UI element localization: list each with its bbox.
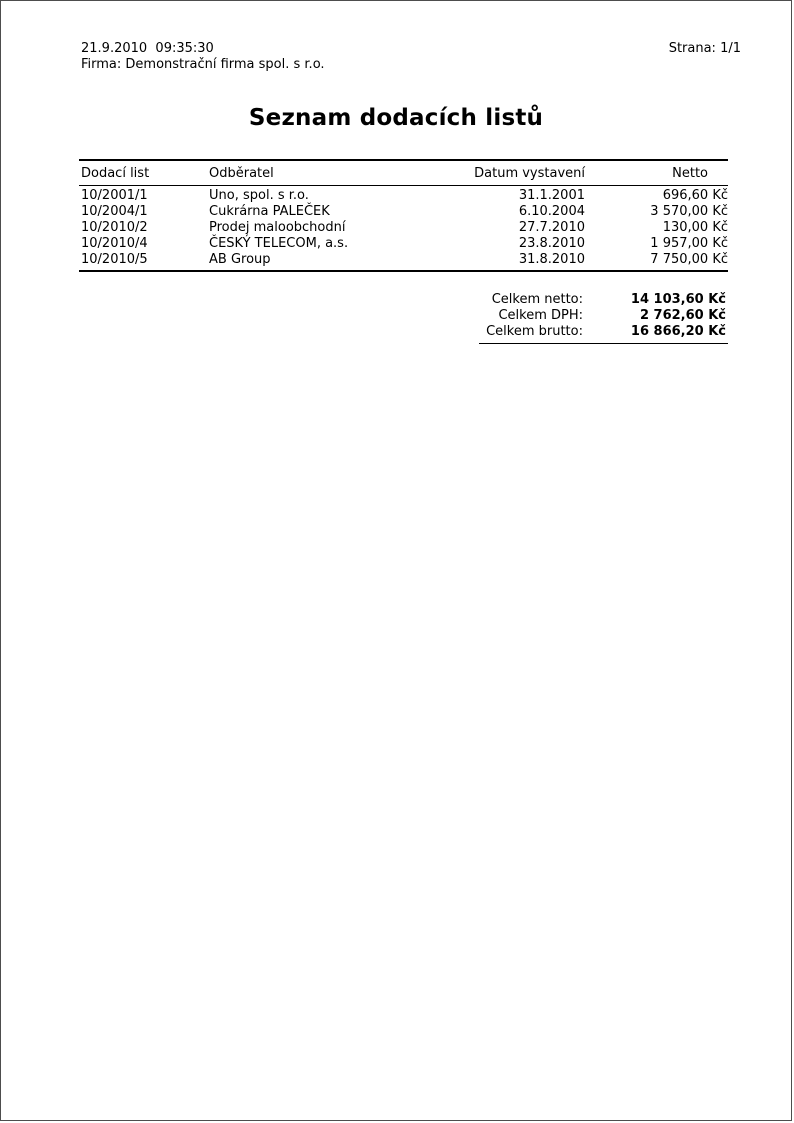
- total-brutto-label: Celkem brutto:: [486, 324, 583, 339]
- table-bottom-rule: [79, 270, 728, 272]
- cell-doc-number: 10/2004/1: [81, 204, 148, 219]
- report-datetime: 21.9.2010 09:35:30: [81, 41, 214, 56]
- cell-issue-date: 23.8.2010: [518, 236, 585, 251]
- page-number-label: Strana: 1/1: [668, 41, 741, 56]
- totals-row-dph: [79, 308, 728, 324]
- cell-issue-date: 27.7.2010: [518, 220, 585, 235]
- table-header-row: [79, 161, 728, 185]
- cell-issue-date: 31.8.2010: [518, 252, 585, 267]
- column-header-dodaci-list: Dodací list: [81, 165, 150, 181]
- report-company: Firma: Demonstrační firma spol. s r.o.: [81, 57, 325, 72]
- table-body: [79, 186, 728, 270]
- table-row: [79, 252, 728, 268]
- cell-doc-number: 10/2001/1: [81, 188, 148, 203]
- total-dph-label: Celkem DPH:: [498, 308, 583, 323]
- cell-netto: 1 957,00 Kč: [650, 236, 728, 251]
- column-header-netto: Netto: [672, 165, 708, 181]
- column-header-odberatel: Odběratel: [209, 165, 274, 181]
- total-netto-value: 14 103,60 Kč: [630, 292, 726, 307]
- cell-netto: 130,00 Kč: [662, 220, 728, 235]
- totals-section: [79, 292, 728, 344]
- cell-customer: ČESKÝ TELECOM, a.s.: [209, 236, 349, 251]
- cell-customer: Cukrárna PALEČEK: [209, 204, 330, 219]
- cell-customer: AB Group: [209, 252, 271, 267]
- table-row: [79, 188, 728, 204]
- totals-row-brutto: [79, 324, 728, 340]
- cell-netto: 696,60 Kč: [662, 188, 728, 203]
- table-row: [79, 204, 728, 220]
- totals-underline-rule: [479, 343, 728, 344]
- total-brutto-value: 16 866,20 Kč: [630, 324, 726, 339]
- cell-customer: Uno, spol. s r.o.: [209, 188, 309, 203]
- cell-issue-date: 6.10.2004: [518, 204, 585, 219]
- cell-netto: 7 750,00 Kč: [650, 252, 728, 267]
- report-header: [1, 1, 791, 73]
- cell-doc-number: 10/2010/4: [81, 236, 148, 251]
- totals-row-netto: [79, 292, 728, 308]
- column-header-datum-vystaveni: Datum vystavení: [474, 165, 585, 181]
- table-row: [79, 236, 728, 252]
- cell-doc-number: 10/2010/5: [81, 252, 148, 267]
- cell-customer: Prodej maloobchodní: [209, 220, 346, 235]
- total-netto-label: Celkem netto:: [491, 292, 583, 307]
- total-dph-value: 2 762,60 Kč: [639, 308, 726, 323]
- cell-doc-number: 10/2010/2: [81, 220, 148, 235]
- cell-issue-date: 31.1.2001: [518, 188, 585, 203]
- report-title: Seznam dodacích listů: [248, 105, 544, 131]
- cell-netto: 3 570,00 Kč: [650, 204, 728, 219]
- table-row: [79, 220, 728, 236]
- delivery-notes-table: [79, 159, 728, 272]
- report-header-left: [81, 41, 325, 73]
